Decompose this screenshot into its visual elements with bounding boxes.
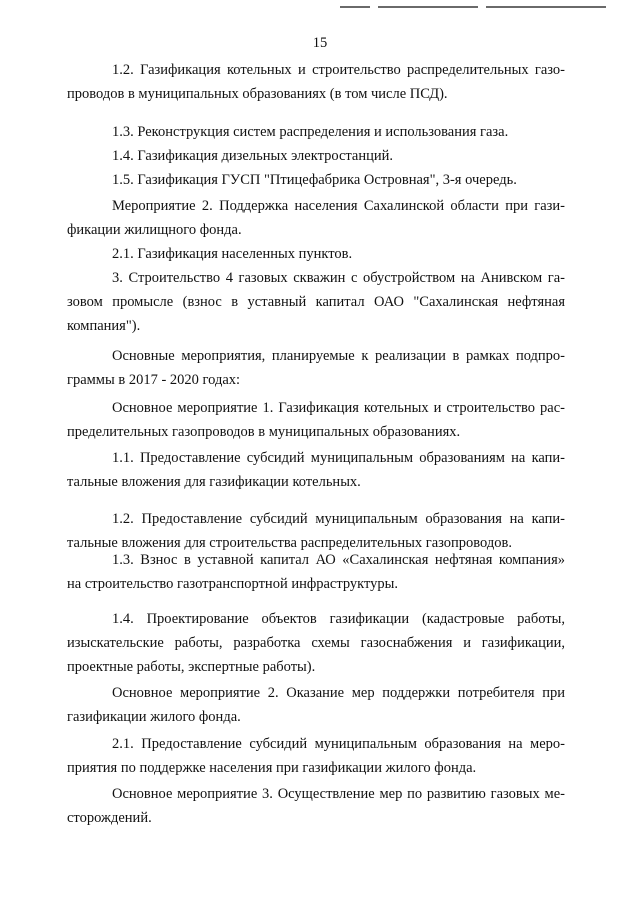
paragraph <box>67 782 565 830</box>
paragraph <box>67 548 565 596</box>
paragraph-line: 1.4. Газификация дизельных электростанций. <box>112 148 393 164</box>
paragraph-line: 2.1. Газификация населенных пунктов. <box>112 246 353 262</box>
paragraph-line: на строительство газотранспортной инфраструктуры. <box>67 576 399 592</box>
paragraph-line: 1.5. Газификация ГУСП "Птицефабрика Островная", 3-я очередь. <box>112 172 517 188</box>
paragraph-line: Мероприятие 2. Поддержка населения Сахалинской области при гази- <box>112 198 565 214</box>
paragraph-line: газификации жилого фонда. <box>67 709 241 725</box>
paragraph <box>67 732 565 780</box>
paragraph <box>67 168 565 192</box>
paragraph-line: сторождений. <box>67 810 152 826</box>
paragraph-line: пределительных газопроводов в муниципальных образованиях. <box>67 424 461 440</box>
paragraph-line: приятия по поддержке населения при газификации жилого фонда. <box>67 760 477 776</box>
paragraph-line: проектные работы, экспертные работы). <box>67 659 316 675</box>
paragraph-line: тальные вложения для строительства распределительных газопроводов. <box>67 535 512 551</box>
paragraph-line: изыскательские работы, разработка схемы газоснабжения и газификации, <box>67 635 565 651</box>
paragraph-line: 1.2. Предоставление субсидий муниципальным образования на капи- <box>112 511 565 527</box>
paragraph-line: граммы в 2017 - 2020 годах: <box>67 372 241 388</box>
paragraph-line: Основное мероприятие 2. Оказание мер поддержки потребителя при <box>112 685 565 701</box>
paragraph-line: 2.1. Предоставление субсидий муниципальным образования на меро- <box>112 736 565 752</box>
paragraph-line: 3. Строительство 4 газовых скважин с обустройством на Анивском га- <box>112 270 565 286</box>
paragraph-line: 1.3. Реконструкция систем распределения и использования газа. <box>112 124 509 140</box>
paragraph-line: компания"). <box>67 318 141 334</box>
paragraph <box>67 58 565 106</box>
paragraph <box>67 446 565 494</box>
paragraph-line: 1.3. Взнос в уставной капитал АО «Сахалинская нефтяная компания» <box>112 552 565 568</box>
paragraph <box>67 396 565 444</box>
paragraph <box>67 144 565 168</box>
paragraph-line: Основное мероприятие 3. Осуществление мер по развитию газовых ме- <box>112 786 565 802</box>
page-number: 15 <box>312 35 328 51</box>
paragraph-line: 1.4. Проектирование объектов газификации (кадастровые работы, <box>112 611 565 627</box>
paragraph-line: Основные мероприятия, планируемые к реализации в рамках подпро- <box>112 348 565 364</box>
scan-edge-mark <box>378 6 478 8</box>
paragraph-line: Основное мероприятие 1. Газификация котельных и строительство рас- <box>112 400 565 416</box>
paragraph-line: тальные вложения для газификации котельных. <box>67 474 361 490</box>
paragraph <box>67 242 565 266</box>
scan-edge-mark <box>486 6 606 8</box>
paragraph-line: 1.1. Предоставление субсидий муниципальным образованиям на капи- <box>112 450 565 466</box>
paragraph-line: проводов в муниципальных образованиях (в том числе ПСД). <box>67 86 448 102</box>
paragraph <box>67 681 565 729</box>
paragraph <box>67 120 565 144</box>
paragraph <box>67 266 565 338</box>
paragraph-line: 1.2. Газификация котельных и строительство распределительных газо- <box>112 62 565 78</box>
paragraph-line: зовом промысле (взнос в уставный капитал ОАО "Сахалинская нефтяная <box>67 294 565 310</box>
paragraph <box>67 344 565 392</box>
paragraph <box>67 194 565 242</box>
paragraph-line: фикации жилищного фонда. <box>67 222 242 238</box>
paragraph <box>67 607 565 679</box>
scan-edge-mark <box>340 6 370 8</box>
